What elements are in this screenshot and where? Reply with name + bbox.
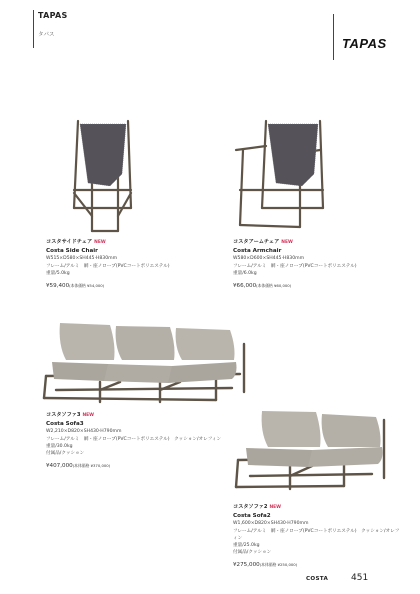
- product-weight: 重量/25.0kg: [233, 542, 260, 548]
- product-sofa3: [46, 411, 246, 471]
- product-name-jp: コスタアームチェア: [233, 239, 280, 245]
- product-name-jp: コスタソファ3: [46, 412, 81, 418]
- product-price: ¥407,000: [46, 462, 73, 469]
- product-name-en: Costa Armchair: [233, 247, 282, 254]
- product-material: フレーム/アルミ 網・座ノロープ(PVCコートポリエステル): [46, 263, 170, 269]
- product-name-jp: コスタソファ2: [233, 504, 268, 510]
- product-dimensions: W515×D580×SH445·H830mm: [46, 256, 118, 262]
- product-price: ¥66,000: [233, 282, 257, 289]
- product-dimensions: W2,210×D820×SH430·H790mm: [46, 429, 122, 435]
- page-number: 451: [351, 573, 369, 583]
- product-accessory: 付属品/クッション: [233, 549, 272, 555]
- product-armchair: [233, 238, 383, 290]
- new-badge: NEW: [94, 240, 106, 245]
- product-price-row: [46, 462, 246, 471]
- product-price-tax-excl: (本体価格 ¥54,000): [69, 282, 105, 288]
- product-name-jp: コスタサイドチェア: [46, 239, 93, 245]
- product-name-en: Costa Side Chair: [46, 247, 98, 254]
- series-kana: タパス: [38, 32, 55, 38]
- product-price: ¥275,000: [233, 562, 260, 569]
- product-name-en: Costa Sofa2: [233, 512, 271, 519]
- product-price-row: [46, 282, 196, 291]
- product-side-chair: [46, 238, 196, 290]
- new-badge: NEW: [269, 505, 282, 510]
- brand-title: TAPAS: [342, 36, 387, 51]
- product-dimensions: W580×D600×SH445·H830mm: [233, 256, 305, 262]
- product-weight: 重量/5.0kg: [46, 270, 70, 276]
- product-price: ¥59,400: [46, 282, 70, 289]
- new-badge: NEW: [82, 413, 95, 418]
- product-price-tax-excl: (本体価格 ¥60,000): [256, 282, 292, 288]
- product-price-tax-excl: (本体価格 ¥370,000): [72, 462, 111, 468]
- product-price-row: [233, 282, 383, 291]
- series-title: TAPAS: [38, 11, 68, 20]
- product-price-tax-excl: (本体価格 ¥250,000): [259, 562, 298, 568]
- product-material: フレーム/アルミ 網・座ノロープ(PVCコートポリエステル) クッション/オレフィン: [233, 528, 400, 541]
- product-accessory: 付属品/クッション: [46, 450, 85, 456]
- product-dimensions: W1,600×D820×SH430·H790mm: [233, 521, 309, 527]
- new-badge: NEW: [281, 240, 293, 245]
- product-weight: 重量/30.0kg: [46, 443, 73, 449]
- product-material: フレーム/アルミ 網・座ノロープ(PVCコートポリエステル): [233, 263, 357, 269]
- product-sofa2: [233, 503, 403, 570]
- footer-brand: COSTA: [306, 576, 329, 582]
- product-name-en: Costa Sofa3: [46, 420, 84, 427]
- product-price-row: [233, 561, 403, 570]
- product-weight: 重量/6.0kg: [233, 270, 257, 276]
- product-material: フレーム/アルミ 網・座ノロープ(PVCコートポリエステル) クッション/オレフィン: [46, 436, 222, 442]
